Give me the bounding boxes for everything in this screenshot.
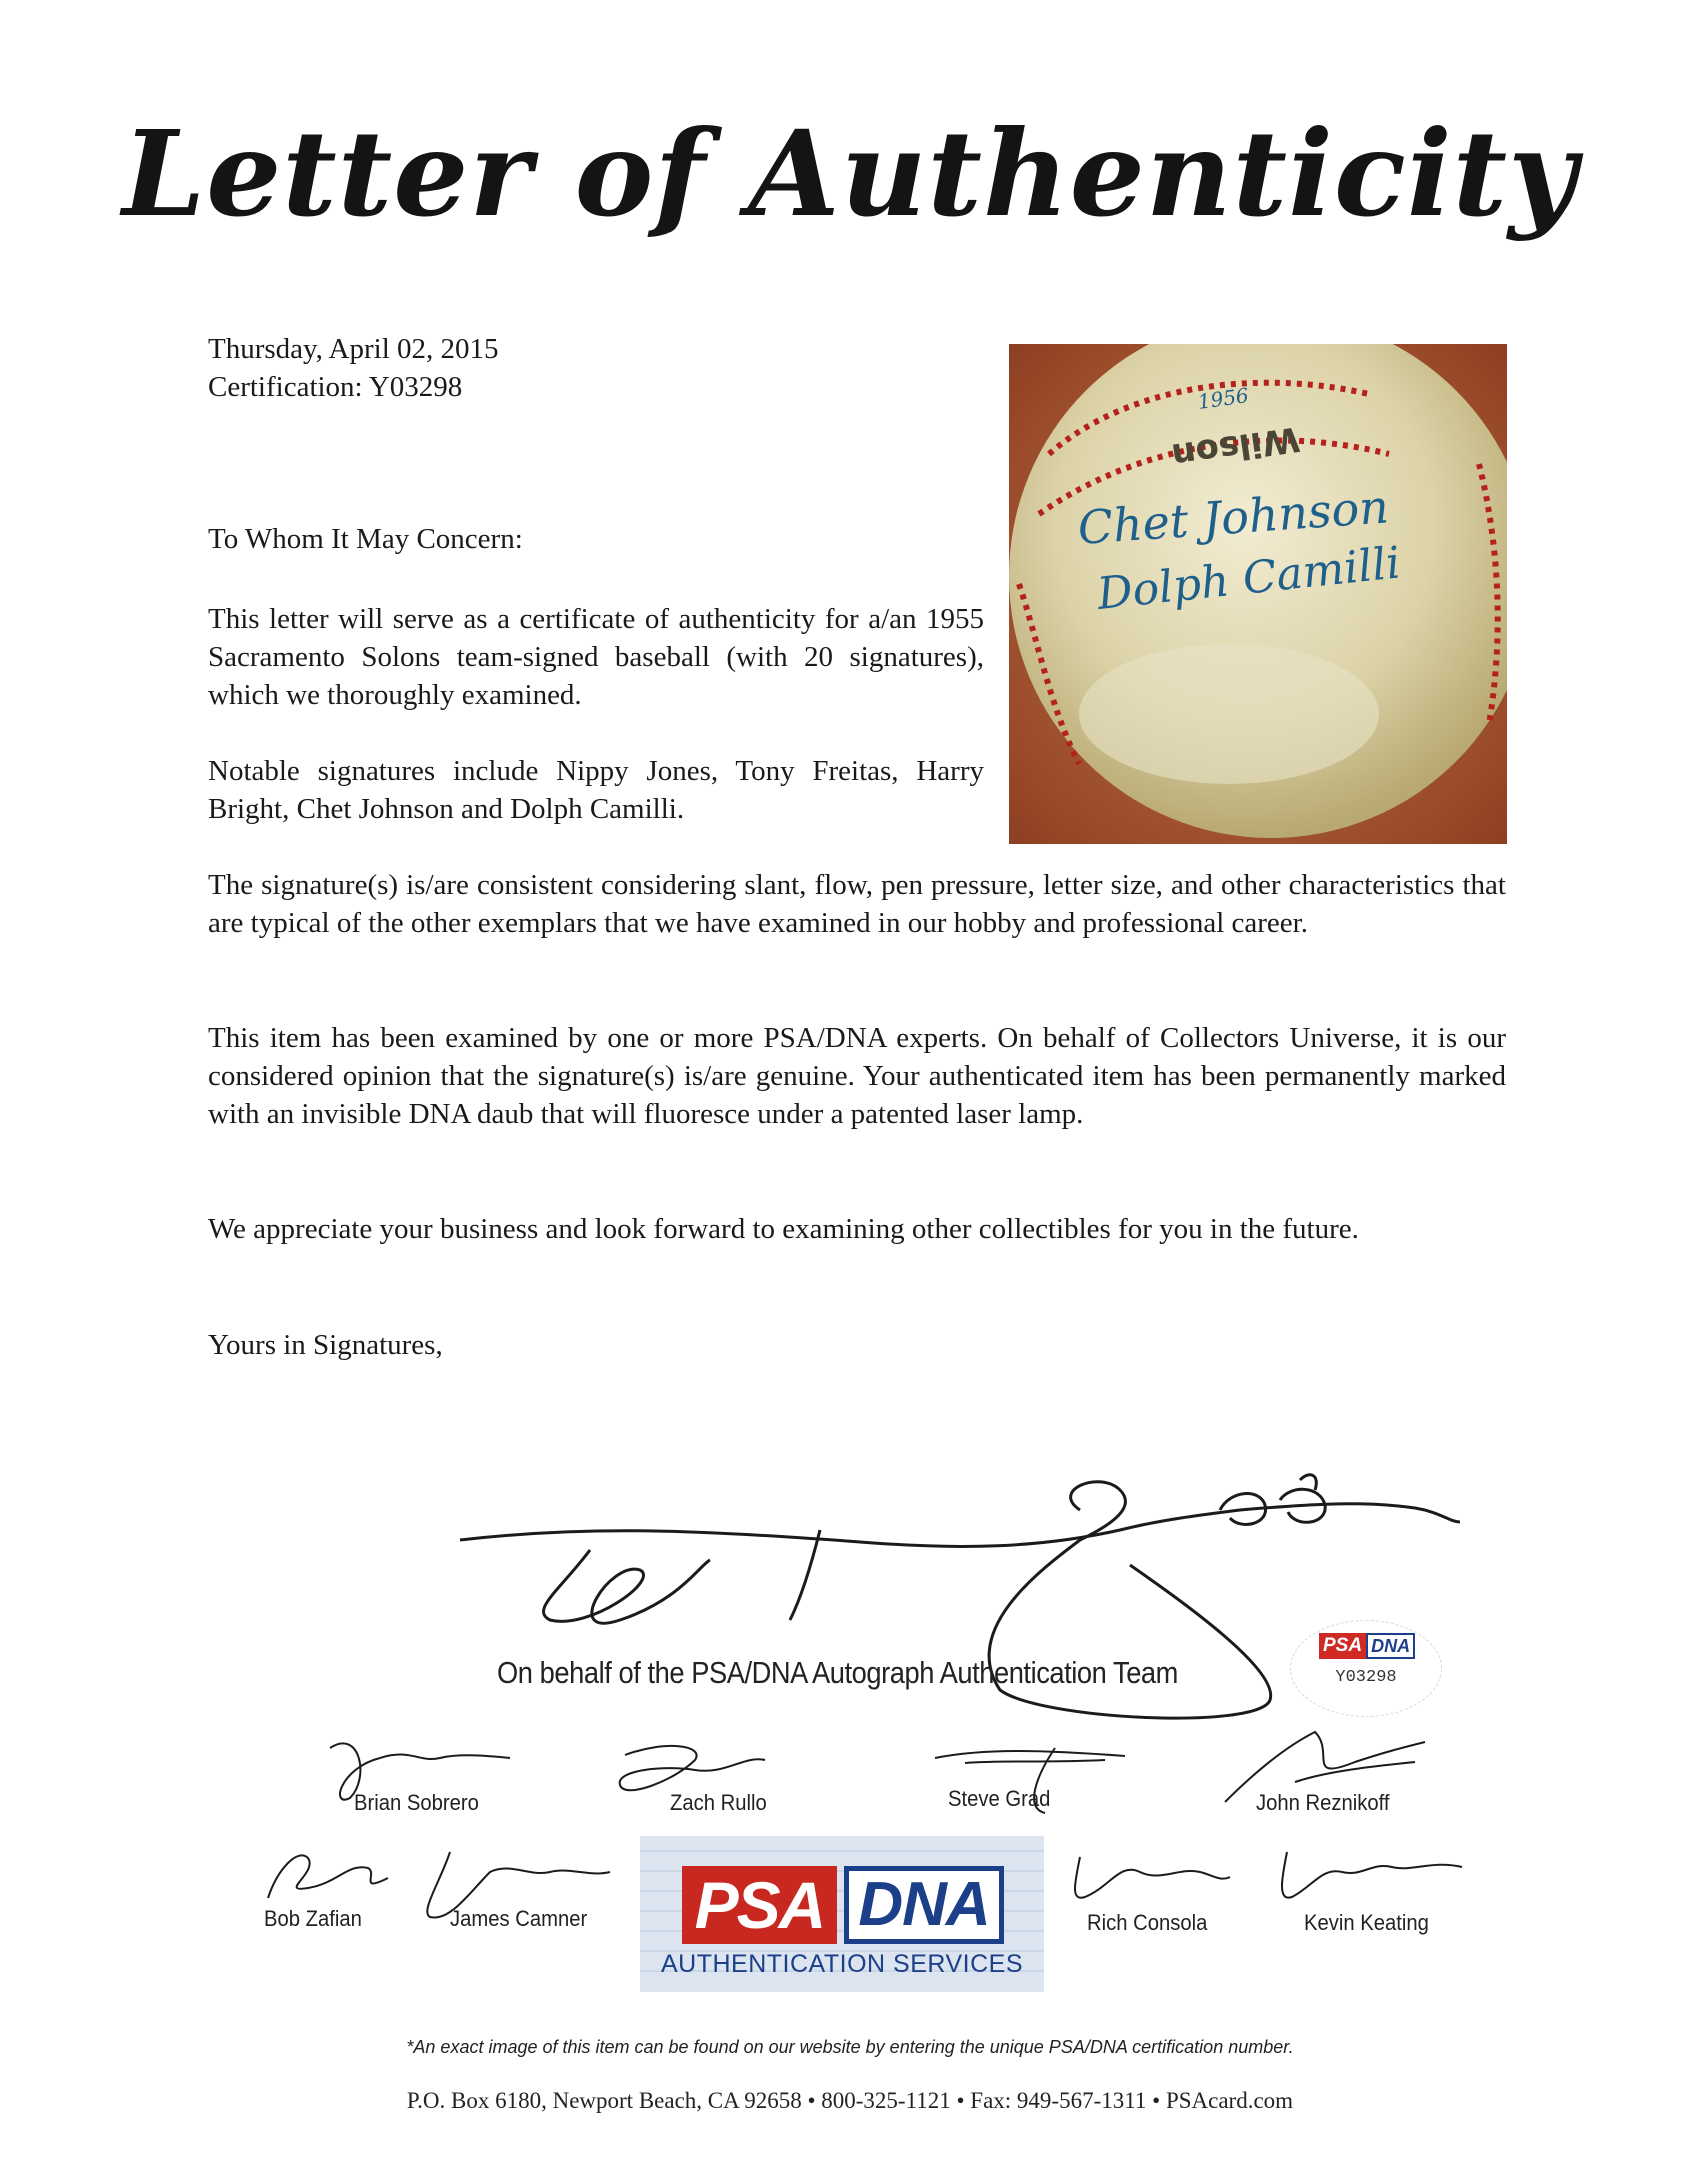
paragraph-notable-signatures: Notable signatures include Nippy Jones, Tony Freitas, Harry Bright, Chet Johnson and Dolph Camilli. xyxy=(208,755,984,825)
staff-name-zach-rullo: Zach Rullo xyxy=(670,1790,767,1815)
footer-disclaimer: *An exact image of this item can be found on our website by entering the unique PSA/DNA certification number. xyxy=(406,2037,1294,2057)
ball-signature-dolph-camilli: Dolph Camilli xyxy=(1094,537,1403,620)
baseball-photo xyxy=(1009,344,1507,844)
logo-psa-text: PSA xyxy=(694,1868,825,1942)
logo-subtitle: AUTHENTICATION SERVICES xyxy=(660,1950,1023,1978)
psa-dna-logo xyxy=(640,1836,1044,1992)
staff-name-brian-sobrero: Brian Sobrero xyxy=(354,1790,479,1815)
closing-line: Yours in Signatures, xyxy=(208,1329,443,1361)
paragraph-consistency: The signature(s) is/are consistent considering slant, flow, pen pressure, letter size, and other characteristics that are typical of the other exemplars that we have examined in our hobby and professional career. xyxy=(208,869,1506,939)
staff-name-kevin-keating: Kevin Keating xyxy=(1304,1910,1429,1935)
staff-name-john-reznikoff: John Reznikoff xyxy=(1256,1790,1390,1815)
letter-date: Thursday, April 02, 2015 xyxy=(208,333,499,365)
footer-address: P.O. Box 6180, Newport Beach, CA 92658 • 800-325-1121 • Fax: 949-567-1311 • PSAcard.com xyxy=(406,2088,1294,2113)
stamp-psa-text: PSA xyxy=(1319,1633,1366,1659)
logo-dna-text: DNA xyxy=(858,1870,990,1939)
ball-brand: Wilson xyxy=(1169,418,1303,476)
logo-psa-block xyxy=(682,1866,837,1944)
paragraph-item-description: This letter will serve as a certificate of authenticity for a/an 1955 Sacramento Solons team-signed baseball (with 20 signatures), which we thoroughly examined. xyxy=(208,603,984,711)
letter-title-text: Letter of Authenticity xyxy=(122,104,1578,243)
staff-name-bob-zafian: Bob Zafian xyxy=(264,1906,362,1931)
letter-title xyxy=(0,95,1700,265)
certification-number: Certification: Y03298 xyxy=(208,371,463,403)
stamp-dna-text: DNA xyxy=(1366,1633,1415,1659)
paragraph-appreciation: We appreciate your business and look forward to examining other collectibles for you in the future. xyxy=(208,1213,1359,1245)
logo-dna-block xyxy=(844,1866,1004,1944)
stamp-number: Y03298 xyxy=(1335,1668,1397,1687)
on-behalf-line: On behalf of the PSA/DNA Autograph Authentication Team xyxy=(497,1655,1178,1690)
stamp-logo xyxy=(1319,1633,1415,1659)
salutation: To Whom It May Concern: xyxy=(208,523,523,555)
ball-signature-chet-johnson: Chet Johnson xyxy=(1076,479,1391,555)
staff-name-james-camner: James Camner xyxy=(450,1906,588,1931)
staff-name-steve-grad: Steve Grad xyxy=(948,1786,1051,1811)
authentication-stamp xyxy=(1290,1620,1442,1717)
ball-year: 1956 xyxy=(1196,383,1251,414)
paragraph-opinion: This item has been examined by one or more PSA/DNA experts. On behalf of Collectors Universe, it is our considered opinion that the signature(s) is/are genuine. Your authenticated item has been permanently marked with an invisible DNA daub that will fluoresce under a patented laser lamp. xyxy=(208,1022,1506,1130)
staff-name-rich-consola: Rich Consola xyxy=(1087,1910,1208,1935)
